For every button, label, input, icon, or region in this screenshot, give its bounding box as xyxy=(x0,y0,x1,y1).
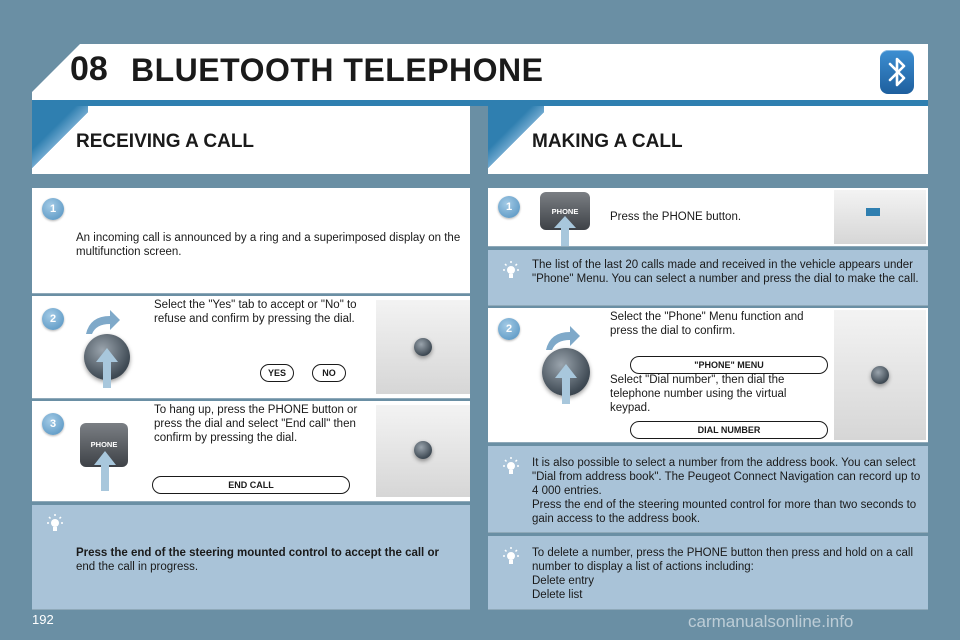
tip-text xyxy=(76,546,466,574)
step-text: Press the PHONE button. xyxy=(610,211,742,223)
tip-line-1: To delete a number, press the PHONE button then press and hold on a call number to display a list of actions including: xyxy=(532,547,914,573)
make-tip-3-panel xyxy=(488,536,928,610)
turn-arrow-icon xyxy=(82,308,122,336)
phone-key-label: PHONE xyxy=(551,207,579,216)
step-text: To hang up, press the PHONE button or press the dial and select "End call" then confirm by pressing the dial. xyxy=(154,404,358,444)
make-step-2-panel xyxy=(488,308,928,443)
make-tip-1-panel xyxy=(488,250,928,306)
step-text: An incoming call is announced by a ring and a superimposed display on the multifunction screen. xyxy=(76,232,461,258)
console-dial xyxy=(871,366,889,384)
receive-step-1-panel xyxy=(32,188,470,294)
press-arrow-icon xyxy=(96,348,118,388)
step-number-badge: 1 xyxy=(42,198,64,220)
tip-text: The list of the last 20 calls made and received in the vehicle appears under "Phone" Menu. You can select a number and press the dial to make the call. xyxy=(532,259,919,285)
tip-line-3: Delete list xyxy=(532,589,583,601)
receive-step-3-panel xyxy=(32,401,470,502)
make-tip-2-panel xyxy=(488,446,928,533)
tip-bold-text: Press the end of the steering mounted control to accept the call or xyxy=(76,547,439,559)
press-arrow-icon xyxy=(554,216,576,246)
tip-rest-text: end the call in progress. xyxy=(76,561,199,573)
chapter-number: 08 xyxy=(70,50,108,88)
chapter-title: BLUETOOTH TELEPHONE xyxy=(131,52,544,88)
step-number-badge: 2 xyxy=(42,308,64,330)
step-number-badge: 1 xyxy=(498,196,520,218)
tip-line-1: It is also possible to select a number from the address book. You can select "Dial from address book". The Peugeot Connect Navigation can record up to 4 000 entries. xyxy=(532,457,921,497)
lightbulb-icon xyxy=(500,456,522,478)
phone-key-label: PHONE xyxy=(90,440,118,449)
making-section-title: MAKING A CALL xyxy=(532,131,683,152)
console-dial xyxy=(414,338,432,356)
press-arrow-icon xyxy=(555,364,577,404)
tip-line-2: Delete entry xyxy=(532,575,595,587)
lightbulb-icon xyxy=(44,513,66,535)
receive-step-2-panel xyxy=(32,296,470,399)
step-text: Select the "Yes" tab to accept or "No" to refuse and confirm by pressing the dial. xyxy=(154,299,357,325)
step-number-badge: 2 xyxy=(498,318,520,340)
yes-tab[interactable]: YES xyxy=(260,364,294,382)
tip-text xyxy=(532,456,924,526)
step-text: Select "Dial number", then dial the telephone number using the virtual keypad. xyxy=(610,374,787,414)
bluetooth-icon xyxy=(880,50,914,94)
audio-console-image xyxy=(376,405,470,497)
audio-console-image xyxy=(376,300,470,394)
no-tab[interactable]: NO xyxy=(312,364,346,382)
tip-text xyxy=(532,546,924,602)
console-dial xyxy=(414,441,432,459)
receive-tip-panel xyxy=(32,505,470,610)
lightbulb-icon xyxy=(500,546,522,568)
end-call-tab[interactable]: END CALL xyxy=(152,476,350,494)
audio-console-image xyxy=(834,310,926,440)
dial-number-tab[interactable]: DIAL NUMBER xyxy=(630,421,828,439)
step-text: Select the "Phone" Menu function and press the dial to confirm. xyxy=(610,311,804,337)
watermark: carmanualsonline.info xyxy=(688,612,854,631)
audio-console-image xyxy=(834,190,926,244)
phone-menu-tab[interactable]: "PHONE" MENU xyxy=(630,356,828,374)
page-number: 192 xyxy=(32,612,54,627)
receiving-section-title: RECEIVING A CALL xyxy=(76,131,255,152)
lightbulb-icon xyxy=(500,260,522,282)
make-step-1-panel xyxy=(488,188,928,247)
step-number-badge: 3 xyxy=(42,413,64,435)
tip-line-2: Press the end of the steering mounted control for more than two seconds to gain access to the address book. xyxy=(532,499,917,525)
press-arrow-icon xyxy=(94,451,116,491)
console-phone-key xyxy=(866,208,880,216)
